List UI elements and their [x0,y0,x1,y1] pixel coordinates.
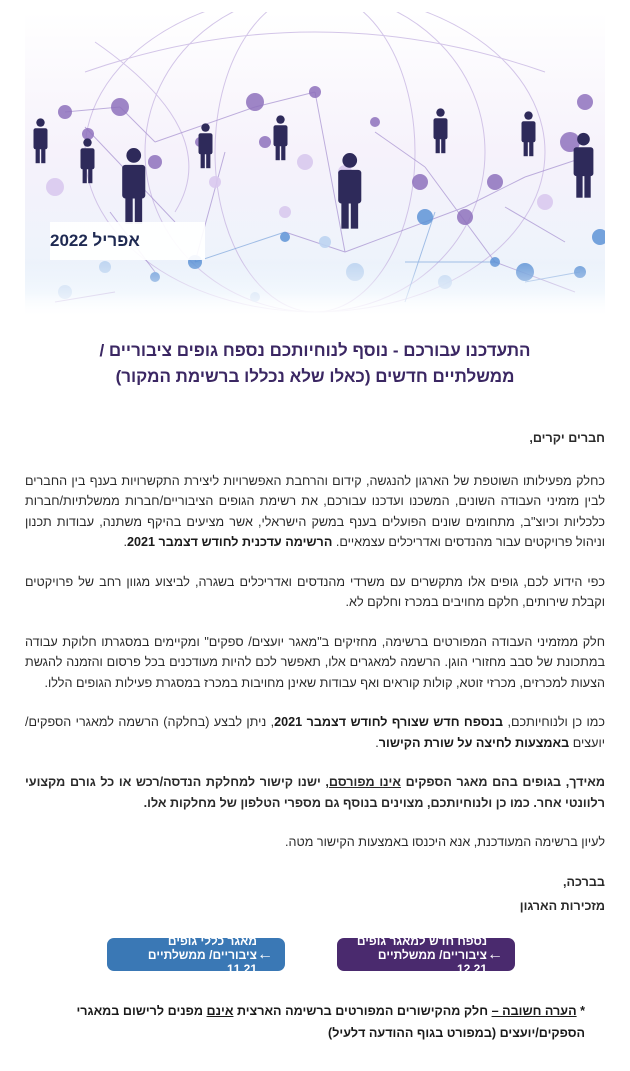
newsletter-title [40,338,590,390]
button-label: מאגר כללי גופים ציבוריים/ ממשלתיים 11.21 [147,933,257,976]
paragraph-supplier-pools: חלק ממזמיני העבודה המפורטים ברשימה, מחזיקים ב"מאגר יועצים/ ספקים" ומקיימים במסגרתו חלוקת עבודה במתכונת של סבב מחזורי הוגן. הרשמה למאגרים אלו, תאפשר לכם להיות מעודכנים בכל פרסום והזמנה להגשת הצעות למכרזים, מכרזי זוטא, קולות קוראים ואף עבודות שאינן מחויבות במכרז במסגרת פעילות הגופים הללו. [25,634,605,690]
button-label: נספח חדש למאגר גופים ציבוריים/ ממשלתיים 12.21 [356,933,487,976]
paragraph-intro: כחלק מפעילותו השוטפת של הארגון להנגשה, קידום והרחבת האפשרויות ליצירת התקשרויות בענף בין החברים לבין מזמיני העבודה השונים, המשכנו ועדכנו עבורכם, את רשימת הגופים הציבוריים/חברות ממשלתיות/חברות כלכליות וכיוצ"ב, מתחומים שונים הפועלים בענף במשק הישראלי, אשר מציעים בהיקף משתנה, עבודות תכנון וניהול פרויקטים עבור מהנדסים ואדריכלים עצמאיים. הרשימה עדכנית לחודש דצמבר 2021. [25,473,605,549]
link-buttons [107,933,515,976]
people-figures [34,108,594,228]
paragraph-unpublished-pools: מאידך, בגופים בהם מאגר הספקים אינו מפורסם, ישנו קישור למחלקת הנדסה/רכש או כל גורם מקצועי רלוונטי אחר. כמו כן ולנוחיותכם, מצוינים בנוסף גם מספרי הטלפון של מחלקות אלו. [25,775,605,810]
list-updated-note: הרשימה עדכנית לחודש דצמבר 2021 [126,535,333,549]
title-line-2: ממשלתיים חדשים (כאלו שלא נכללו ברשימת המקור) [115,367,515,386]
issue-date-badge: אפריל 2022 [50,222,205,260]
new-appendix-12-21-button[interactable] [337,933,515,976]
title-line-1: התעדכנו עבורכם - נוסף לנוחיותכם נספח גופים ציבוריים / [99,341,531,360]
arrow-left-icon: ← [487,945,503,963]
header-banner-image [25,12,605,318]
signature: מזכירות הארגון [519,898,605,913]
arrow-left-icon: ← [257,945,273,963]
network-people-illustration [25,12,605,318]
signoff: בברכה, [563,874,605,889]
newsletter-body [25,428,605,916]
paragraph-bodies-contract: כפי הידוע לכם, גופים אלו מתקשרים עם משרדי מהנדסים ואדריכלים בשגרה, לביצוע מגוון רחב של פרויקטים וקבלת שירותים, חלקם מחויבים במכרז וחלקם לא. [25,574,605,609]
greeting: חברים יקרים, [529,431,605,445]
paragraph-view-list: לעיון ברשימה המעודכנת, אנא היכנסו באמצעות הקישור מטה. [285,835,605,849]
general-pool-11-21-button[interactable] [107,933,285,976]
important-note: * הערה חשובה – חלק מהקישורים המפורטים ברשימה הארצית אינם מפנים לרישום במאגרי הספקים/יועצים (במפורט בגוף ההודעה דלעיל) [76,1004,585,1040]
paragraph-new-appendix: כמו כן ולנוחיותכם, בנספח חדש שצורף לחודש דצמבר 2021, ניתן לבצע (בחלקה) הרשמה למאגרי הספקים/ יועצים באמצעות לחיצה על שורת הקישור. [25,715,605,750]
